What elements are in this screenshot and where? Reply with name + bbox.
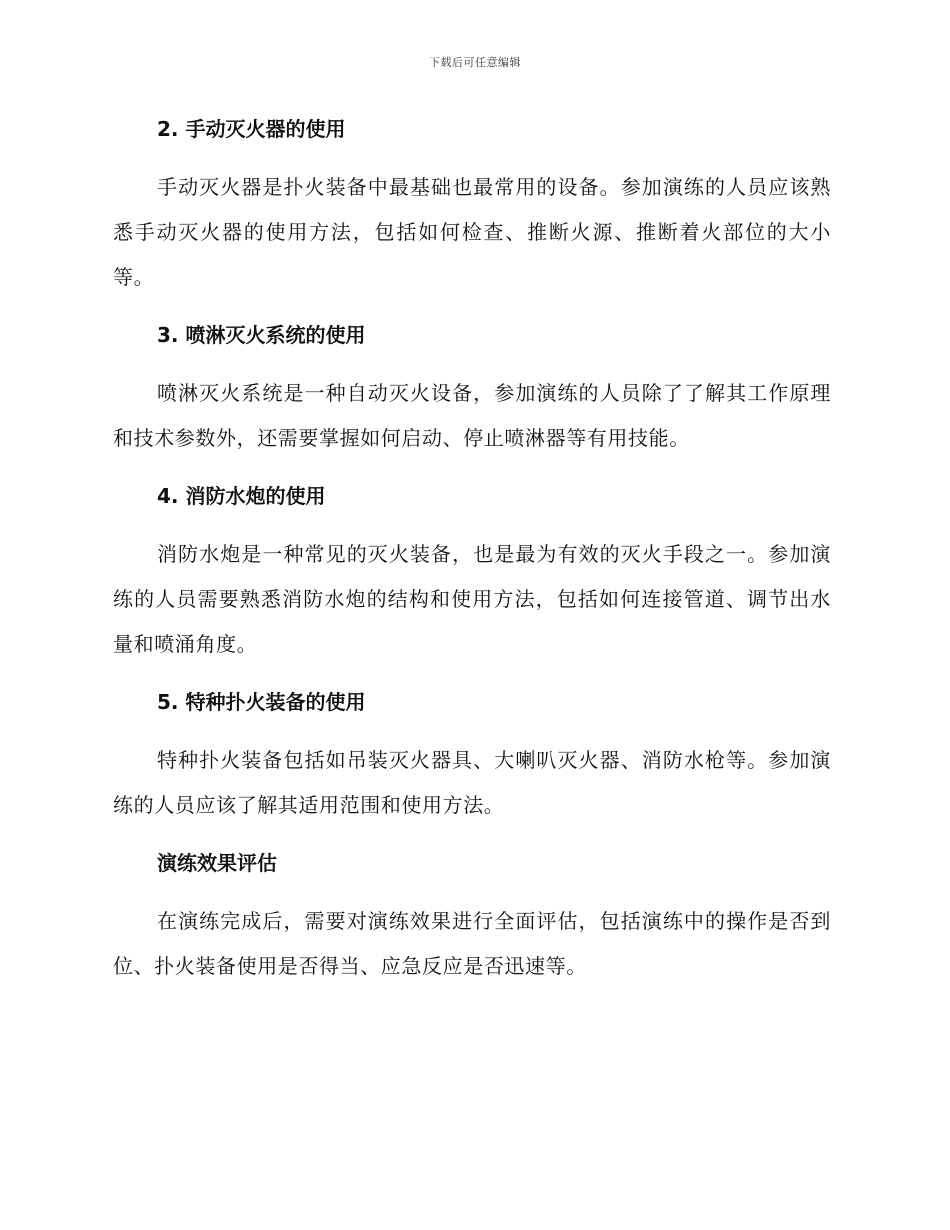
section-paragraph: 特种扑火装备包括如吊装灭火器具、大喇叭灭火器、消防水枪等。参加演练的人员应该了解其适用范围和使用方法。 (113, 748, 831, 817)
section-manual-extinguisher (113, 112, 831, 300)
section-water-cannon (113, 479, 831, 667)
section-heading: 演练效果评估 (157, 851, 277, 875)
section-heading: 3. 喷淋灭火系统的使用 (157, 323, 366, 347)
section-heading: 2. 手动灭火器的使用 (157, 117, 346, 141)
section-paragraph: 喷淋灭火系统是一种自动灭火设备，参加演练的人员除了了解其工作原理和技术参数外，还需要掌握如何启动、停止喷淋器等有用技能。 (113, 381, 831, 450)
page-header: 下载后可任意编辑 (429, 56, 521, 69)
document-body (113, 112, 831, 989)
section-heading: 5. 特种扑火装备的使用 (157, 690, 366, 714)
section-special-equipment (113, 685, 831, 828)
section-paragraph: 在演练完成后，需要对演练效果进行全面评估，包括演练中的操作是否到位、扑火装备使用是否得当、应急反应是否迅速等。 (113, 909, 831, 978)
section-sprinkler-system (113, 318, 831, 461)
section-heading: 4. 消防水炮的使用 (157, 484, 326, 508)
section-paragraph: 消防水炮是一种常见的灭火装备，也是最为有效的灭火手段之一。参加演练的人员需要熟悉消防水炮的结构和使用方法，包括如何连接管道、调节出水量和喷涌角度。 (113, 542, 831, 656)
section-paragraph: 手动灭火器是扑火装备中最基础也最常用的设备。参加演练的人员应该熟悉手动灭火器的使用方法，包括如何检查、推断火源、推断着火部位的大小等。 (113, 175, 831, 289)
section-drill-evaluation (113, 846, 831, 989)
